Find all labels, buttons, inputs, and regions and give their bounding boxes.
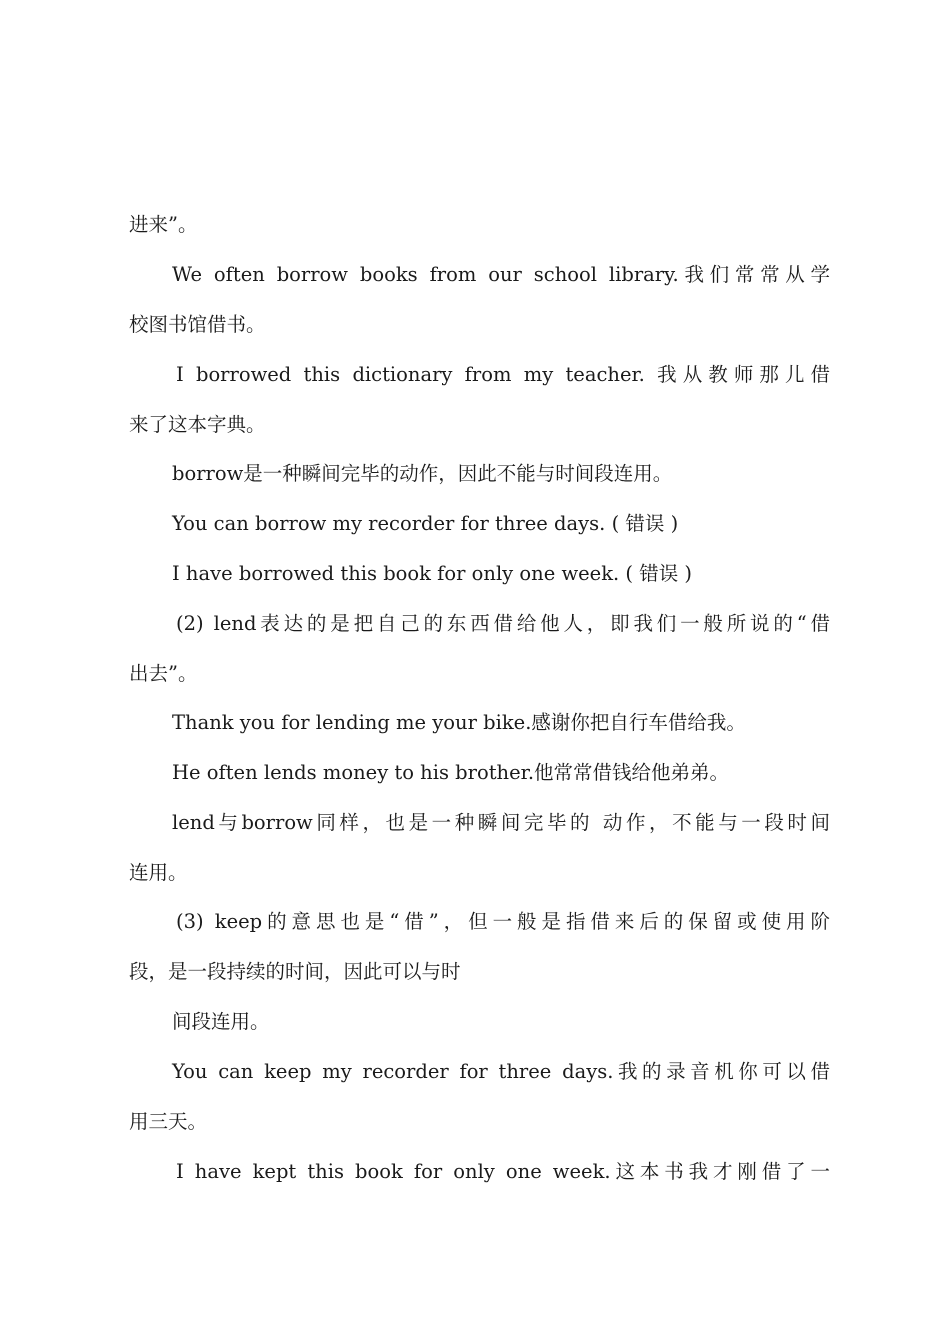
text-line-7: You can borrow my recorder for three days. ( 错误 ) [172, 511, 679, 535]
text-line-16: 段，是一段持续的时间，因此可以与时 [129, 959, 461, 983]
text-line-11: Thank you for lending me your bike.感谢你把自行车借给我。 [172, 710, 746, 734]
text-line-19: 用三天。 [129, 1109, 208, 1133]
text-line-5: 来了这本字典。 [129, 412, 266, 436]
text-line-15: (3) keep的意思也是“借”，但一般是指借来后的保留或使用阶 [176, 909, 830, 933]
text-line-4: I borrowed this dictionary from my teacher. 我从教师那儿借 [176, 362, 830, 386]
text-line-1: 进来”。 [129, 212, 198, 236]
text-line-12: He often lends money to his brother.他常常借钱给他弟弟。 [172, 760, 730, 784]
text-line-20: I have kept this book for only one week.这本书我才刚借了一 [176, 1159, 830, 1183]
text-line-3: 校图书馆借书。 [129, 312, 266, 336]
text-line-14: 连用。 [129, 860, 188, 884]
text-line-9: (2) lend表达的是把自己的东西借给他人，即我们一般所说的“借 [176, 611, 830, 635]
text-line-17: 间段连用。 [172, 1009, 270, 1033]
text-line-13: lend与borrow同样，也是一种瞬间完毕的 动作，不能与一段时间 [172, 810, 830, 834]
text-line-6: borrow是一种瞬间完毕的动作，因此不能与时间段连用。 [172, 461, 673, 485]
text-line-2: We often borrow books from our school library.我们常常从学 [172, 262, 830, 286]
text-line-18: You can keep my recorder for three days.我的录音机你可以借 [172, 1059, 830, 1083]
text-line-8: I have borrowed this book for only one week. ( 错误 ) [172, 561, 693, 585]
text-line-10: 出去”。 [129, 661, 198, 685]
